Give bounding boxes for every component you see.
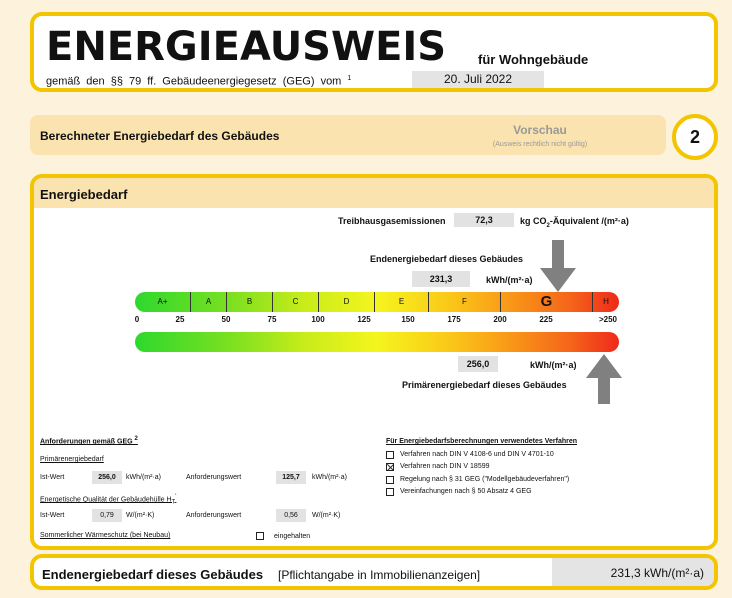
end-energy-value: 231,3: [412, 271, 470, 287]
primary-energy-arrow: [584, 354, 624, 406]
method-label-simplified: Vereinfachungen nach § 50 Absatz 4 GEG: [400, 488, 532, 495]
method-checkbox-din18599[interactable]: [386, 463, 394, 471]
ghg-value: 72,3: [454, 213, 514, 227]
summer-checkbox[interactable]: [256, 532, 264, 540]
class-f: F: [429, 292, 501, 312]
page-number: 2: [672, 114, 718, 160]
method-label-din4108: Verfahren nach DIN V 4108-6 und DIN V 4701-10: [400, 451, 554, 458]
tick-225: 225: [539, 315, 553, 324]
primary-energy-label: Primärenergiebedarf dieses Gebäudes: [402, 380, 567, 390]
primary-scale-bar: [135, 332, 619, 352]
ghg-label: Treibhausgasemissionen: [338, 216, 446, 226]
method-checkbox-simplified[interactable]: [386, 488, 394, 496]
class-e: E: [375, 292, 429, 312]
primary-req-unit: kWh/(m²·a): [312, 474, 347, 481]
envelope-req-unit: W/(m²·K): [312, 512, 341, 519]
envelope-req-label: Anforderungswert: [186, 512, 242, 519]
envelope-actual-label: Ist-Wert: [40, 512, 65, 519]
end-energy-arrow: [538, 240, 578, 294]
tick-125: 125: [357, 315, 371, 324]
summer-heading: Sommerlicher Wärmeschutz (bei Neubau): [40, 532, 171, 539]
primary-req-label: Anforderungswert: [186, 474, 242, 481]
class-c: C: [273, 292, 319, 312]
primary-actual-unit: kWh/(m²·a): [126, 474, 161, 481]
class-h: H: [603, 297, 609, 306]
class-g: G: [501, 292, 593, 312]
envelope-req-value: 0,56: [276, 509, 306, 522]
footer-value: 231,3 kWh/(m²·a): [552, 558, 714, 586]
energy-heading-bar: [34, 178, 714, 208]
primary-req-value: 125,7: [276, 471, 306, 484]
primary-energy-value: 256,0: [458, 356, 498, 372]
class-a-plus: A+: [135, 292, 191, 312]
primary-demand-heading: Primärenergiebedarf: [40, 456, 104, 463]
end-energy-unit: kWh/(m²·a): [486, 275, 533, 285]
requirements-heading: Anforderungen gemäß GEG $^2$: [40, 436, 138, 446]
end-energy-label: Endenergiebedarf dieses Gebäudes: [370, 254, 524, 264]
envelope-heading: Energetische Qualität der Gebäudehülle $H_T'$: [40, 494, 177, 506]
envelope-actual-unit: W/(m²·K): [126, 512, 155, 519]
tick-25: 25: [175, 315, 185, 324]
summer-check-label: eingehalten: [274, 533, 311, 540]
tick-50: 50: [221, 315, 231, 324]
methods-heading: Für Energiebedarfsberechnungen verwendetes Verfahren: [386, 438, 578, 445]
energy-heading: Energiebedarf: [40, 187, 128, 202]
section-bar: [30, 115, 666, 155]
certificate-header: [30, 12, 718, 92]
footer-note: [Pflichtangabe in Immobilienanzeigen]: [278, 568, 481, 582]
ghg-unit: kg $CO_2$-Äquivalent /(m²·a): [520, 216, 629, 229]
preview-note: (Ausweis rechtlich nicht gültig): [492, 141, 588, 148]
legal-basis: gemäß den §§ 79 ff. Gebäudeenergiegesetz (GEG) vom $^1$: [46, 75, 352, 88]
tick-100: 100: [311, 315, 325, 324]
law-date: 20. Juli 2022: [412, 71, 544, 88]
class-a: A: [191, 292, 227, 312]
method-label-model: Regelung nach § 31 GEG ("Modellgebäudeverfahren"): [400, 476, 570, 483]
tick-250: >250: [598, 315, 618, 324]
method-checkbox-model[interactable]: [386, 476, 394, 484]
footer-label: Endenergiebedarf dieses Gebäudes: [42, 567, 264, 582]
tick-150: 150: [401, 315, 415, 324]
preview-label: Vorschau: [513, 123, 567, 137]
building-type: für Wohngebäude: [478, 52, 589, 67]
tick-75: 75: [267, 315, 277, 324]
footer-summary: [30, 554, 718, 590]
tick-0: 0: [134, 315, 140, 324]
primary-actual-value: 256,0: [92, 471, 122, 484]
class-b: B: [227, 292, 273, 312]
method-checkbox-din4108[interactable]: [386, 451, 394, 459]
energy-scale-bar: [135, 292, 619, 312]
tick-200: 200: [493, 315, 507, 324]
envelope-actual-value: 0,79: [92, 509, 122, 522]
primary-energy-unit: kWh/(m²·a): [530, 360, 577, 370]
primary-actual-label: Ist-Wert: [40, 474, 65, 481]
method-label-din18599: Verfahren nach DIN V 18599: [400, 463, 490, 470]
class-d: D: [319, 292, 375, 312]
tick-175: 175: [447, 315, 461, 324]
energy-demand-panel: [30, 174, 718, 550]
document-title: ENERGIEAUSWEIS: [46, 24, 447, 70]
section-title: Berechneter Energiebedarf des Gebäudes: [40, 129, 280, 143]
